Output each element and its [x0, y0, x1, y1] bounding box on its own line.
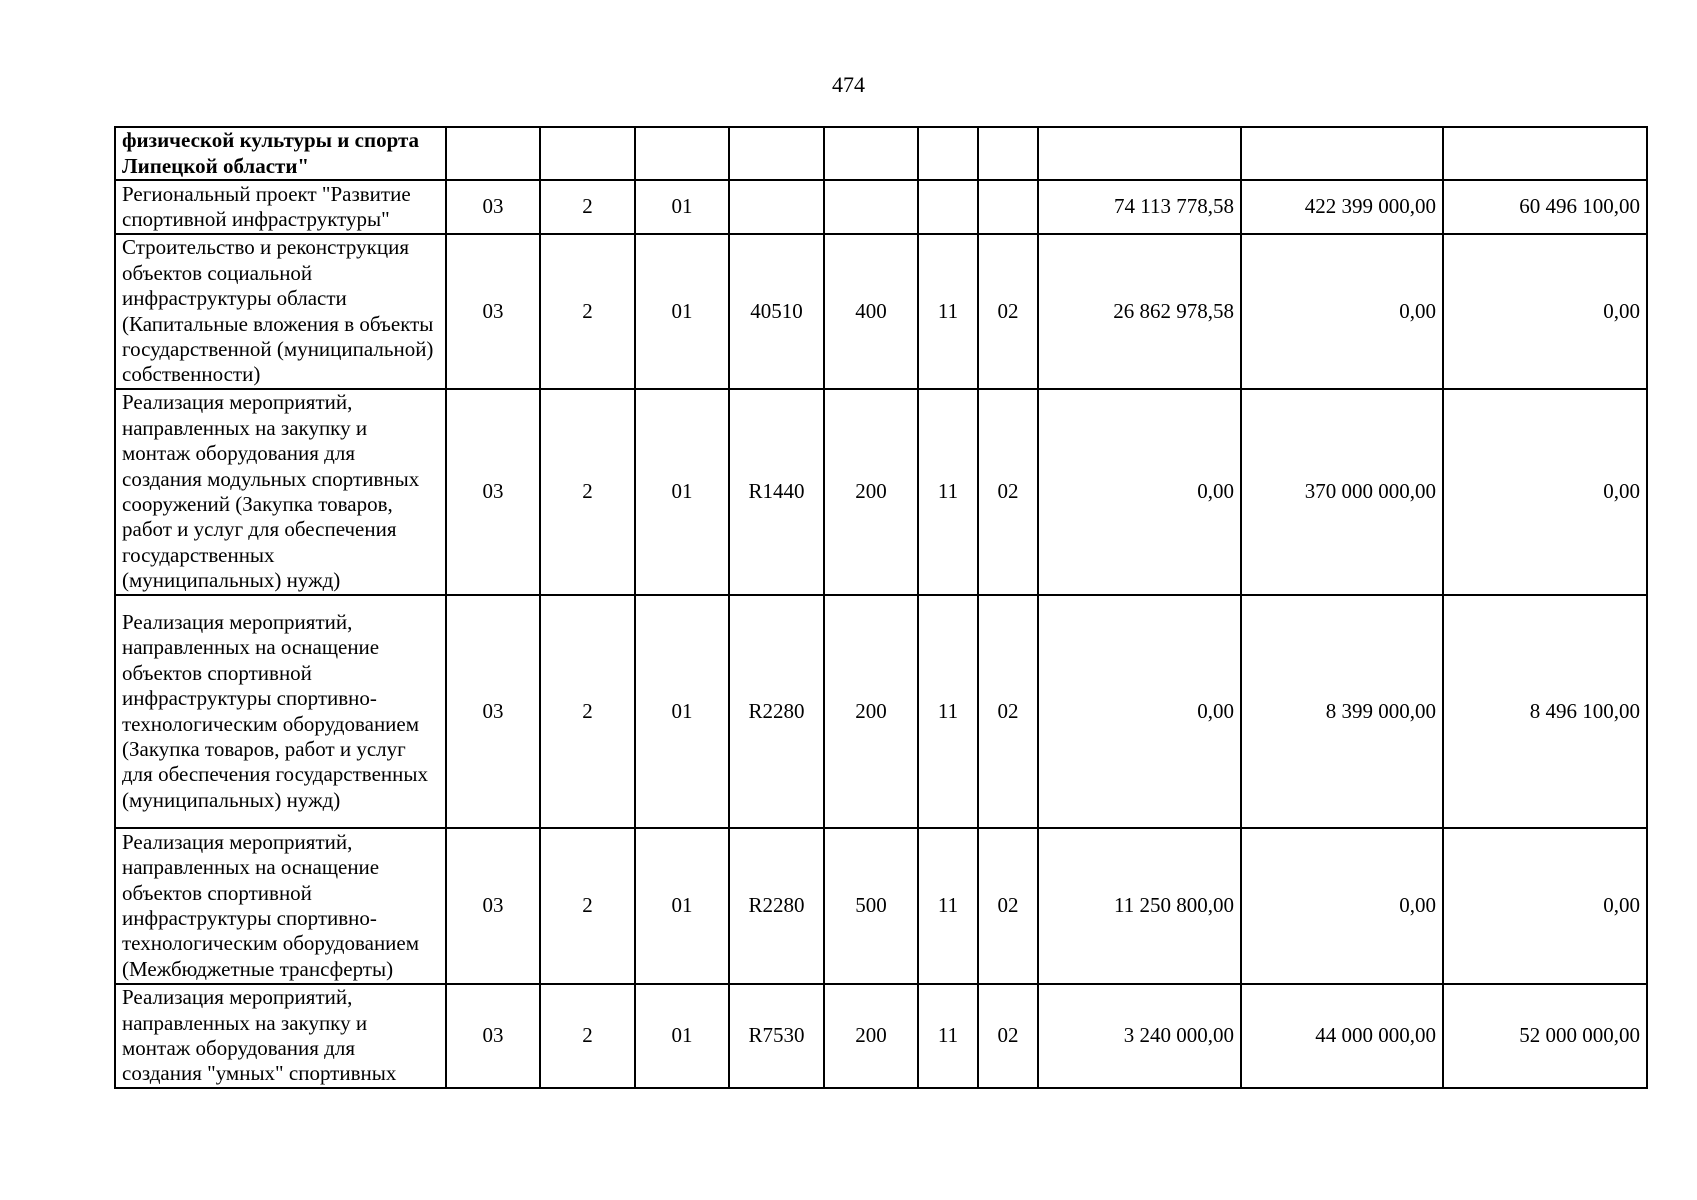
- code-section: [918, 127, 978, 180]
- amount-year-2: 0,00: [1241, 828, 1443, 984]
- amount-year-3: 0,00: [1443, 389, 1647, 595]
- amount-year-2: 0,00: [1241, 234, 1443, 389]
- code-subprogram: [540, 127, 635, 180]
- amount-year-3: 52 000 000,00: [1443, 984, 1647, 1088]
- code-subprogram: 2: [540, 180, 635, 234]
- code-measure: [635, 127, 729, 180]
- row-name: Реализация мероприятий, направленных на закупку и монтаж оборудования для создания "умных" спортивных: [115, 984, 446, 1088]
- table-row: [115, 234, 1647, 389]
- code-direction: R1440: [729, 389, 824, 595]
- code-subprogram: 2: [540, 828, 635, 984]
- code-expense-type: 200: [824, 389, 918, 595]
- amount-year-2: 8 399 000,00: [1241, 595, 1443, 828]
- code-expense-type: 200: [824, 595, 918, 828]
- code-program: 03: [446, 234, 540, 389]
- code-direction: [729, 180, 824, 234]
- code-measure: 01: [635, 984, 729, 1088]
- code-program: 03: [446, 389, 540, 595]
- table-row: [115, 595, 1647, 828]
- amount-year-2: 44 000 000,00: [1241, 984, 1443, 1088]
- amount-year-1: [1038, 127, 1241, 180]
- code-program: [446, 127, 540, 180]
- row-name: Строительство и реконструкция объектов социальной инфраструктуры области (Капитальные вложения в объекты государственной (муниципальной) собственности): [115, 234, 446, 389]
- code-subsection: [978, 180, 1038, 234]
- code-subprogram: 2: [540, 234, 635, 389]
- amount-year-3: 8 496 100,00: [1443, 595, 1647, 828]
- amount-year-1: 0,00: [1038, 389, 1241, 595]
- code-expense-type: [824, 180, 918, 234]
- code-section: [918, 180, 978, 234]
- code-subsection: 02: [978, 389, 1038, 595]
- code-subsection: [978, 127, 1038, 180]
- code-section: 11: [918, 828, 978, 984]
- code-subsection: 02: [978, 828, 1038, 984]
- code-section: 11: [918, 984, 978, 1088]
- amount-year-2: 370 000 000,00: [1241, 389, 1443, 595]
- code-section: 11: [918, 389, 978, 595]
- code-expense-type: 400: [824, 234, 918, 389]
- page-number: 474: [832, 72, 865, 97]
- code-measure: 01: [635, 828, 729, 984]
- code-measure: 01: [635, 180, 729, 234]
- code-subsection: 02: [978, 984, 1038, 1088]
- row-name: Реализация мероприятий, направленных на оснащение объектов спортивной инфраструктуры спортивно-технологическим оборудованием (Межбюджетные трансферты): [115, 828, 446, 984]
- code-direction: R2280: [729, 828, 824, 984]
- code-subprogram: 2: [540, 595, 635, 828]
- code-program: 03: [446, 595, 540, 828]
- row-name: Реализация мероприятий, направленных на оснащение объектов спортивной инфраструктуры спортивно-технологическим оборудованием (Закупка товаров, работ и услуг для обеспечения государственных (муниципальных) нужд): [115, 595, 446, 828]
- amount-year-3: 0,00: [1443, 828, 1647, 984]
- amount-year-1: 74 113 778,58: [1038, 180, 1241, 234]
- code-program: 03: [446, 180, 540, 234]
- code-expense-type: 200: [824, 984, 918, 1088]
- amount-year-1: 3 240 000,00: [1038, 984, 1241, 1088]
- code-measure: 01: [635, 389, 729, 595]
- code-program: 03: [446, 984, 540, 1088]
- row-name: физической культуры и спорта Липецкой области": [115, 127, 446, 180]
- code-direction: R7530: [729, 984, 824, 1088]
- amount-year-3: 0,00: [1443, 234, 1647, 389]
- table-row: [115, 180, 1647, 234]
- code-measure: 01: [635, 595, 729, 828]
- row-name: Реализация мероприятий, направленных на закупку и монтаж оборудования для создания модульных спортивных сооружений (Закупка товаров, работ и услуг для обеспечения государственных (муниципальных) нужд): [115, 389, 446, 595]
- amount-year-3: 60 496 100,00: [1443, 180, 1647, 234]
- code-expense-type: 500: [824, 828, 918, 984]
- amount-year-1: 11 250 800,00: [1038, 828, 1241, 984]
- amount-year-1: 26 862 978,58: [1038, 234, 1241, 389]
- code-subprogram: 2: [540, 389, 635, 595]
- code-direction: R2280: [729, 595, 824, 828]
- budget-table: [114, 126, 1648, 1089]
- code-expense-type: [824, 127, 918, 180]
- amount-year-2: [1241, 127, 1443, 180]
- amount-year-3: [1443, 127, 1647, 180]
- code-measure: 01: [635, 234, 729, 389]
- code-direction: 40510: [729, 234, 824, 389]
- code-subsection: 02: [978, 234, 1038, 389]
- amount-year-1: 0,00: [1038, 595, 1241, 828]
- table-row: [115, 389, 1647, 595]
- table-row: [115, 984, 1647, 1088]
- code-program: 03: [446, 828, 540, 984]
- amount-year-2: 422 399 000,00: [1241, 180, 1443, 234]
- code-section: 11: [918, 595, 978, 828]
- table-row: [115, 127, 1647, 180]
- code-section: 11: [918, 234, 978, 389]
- code-subsection: 02: [978, 595, 1038, 828]
- table-row: [115, 828, 1647, 984]
- code-direction: [729, 127, 824, 180]
- row-name: Региональный проект "Развитие спортивной инфраструктуры": [115, 180, 446, 234]
- code-subprogram: 2: [540, 984, 635, 1088]
